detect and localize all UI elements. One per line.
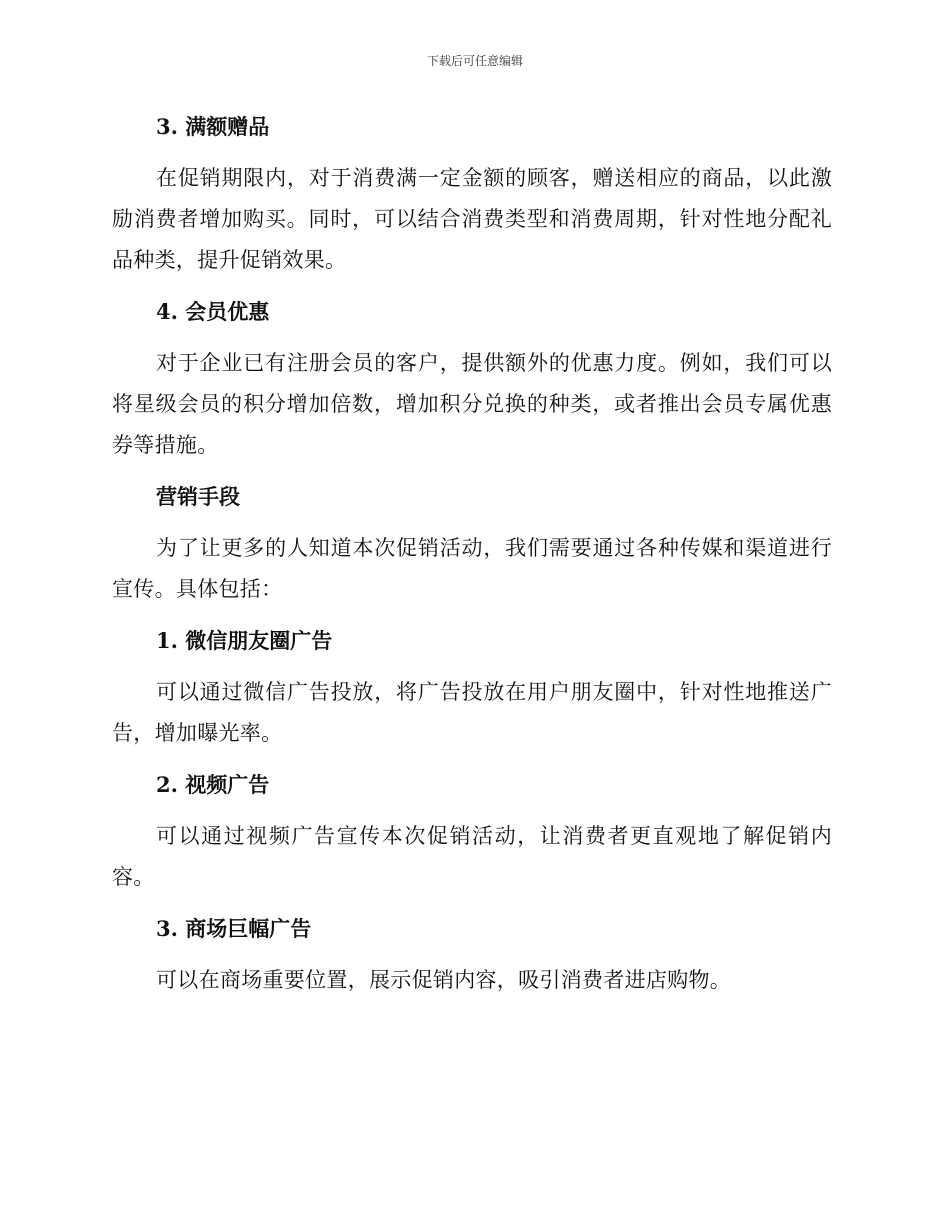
- section-heading-marketing-methods: 营销手段: [156, 484, 240, 509]
- paragraph-member-discount: 对于企业已有注册会员的客户，提供额外的优惠力度。例如，我们可以将星级会员的积分增加倍数，增加积分兑换的种类，或者推出会员专属优惠券等措施。: [112, 351, 832, 457]
- section-heading-member-discount: 4. 会员优惠: [156, 299, 270, 324]
- section-heading-wechat-ads: 1. 微信朋友圈广告: [156, 628, 333, 653]
- paragraph-mall-banner-ads: 可以在商场重要位置，展示促销内容，吸引消费者进店购物。: [156, 968, 732, 992]
- paragraph-wechat-ads: 可以通过微信广告投放，将广告投放在用户朋友圈中，针对性地推送广告，增加曝光率。: [112, 680, 832, 745]
- paragraph-marketing-methods: 为了让更多的人知道本次促销活动，我们需要通过各种传媒和渠道进行宣传。具体包括：: [112, 536, 832, 601]
- paragraph-video-ads: 可以通过视频广告宣传本次促销活动，让消费者更直观地了解促销内容。: [112, 824, 832, 889]
- page-header: 下载后可任意编辑: [426, 54, 523, 68]
- section-heading-full-amount-gift: 3. 满额赠品: [156, 114, 270, 139]
- document-body: [112, 110, 832, 1015]
- paragraph-full-amount-gift: 在促销期限内，对于消费满一定金额的顾客，赠送相应的商品，以此激励消费者增加购买。同时，可以结合消费类型和消费周期，针对性地分配礼品种类，提升促销效果。: [112, 166, 832, 272]
- section-heading-mall-banner-ads: 3. 商场巨幅广告: [156, 916, 312, 941]
- section-heading-video-ads: 2. 视频广告: [156, 772, 270, 797]
